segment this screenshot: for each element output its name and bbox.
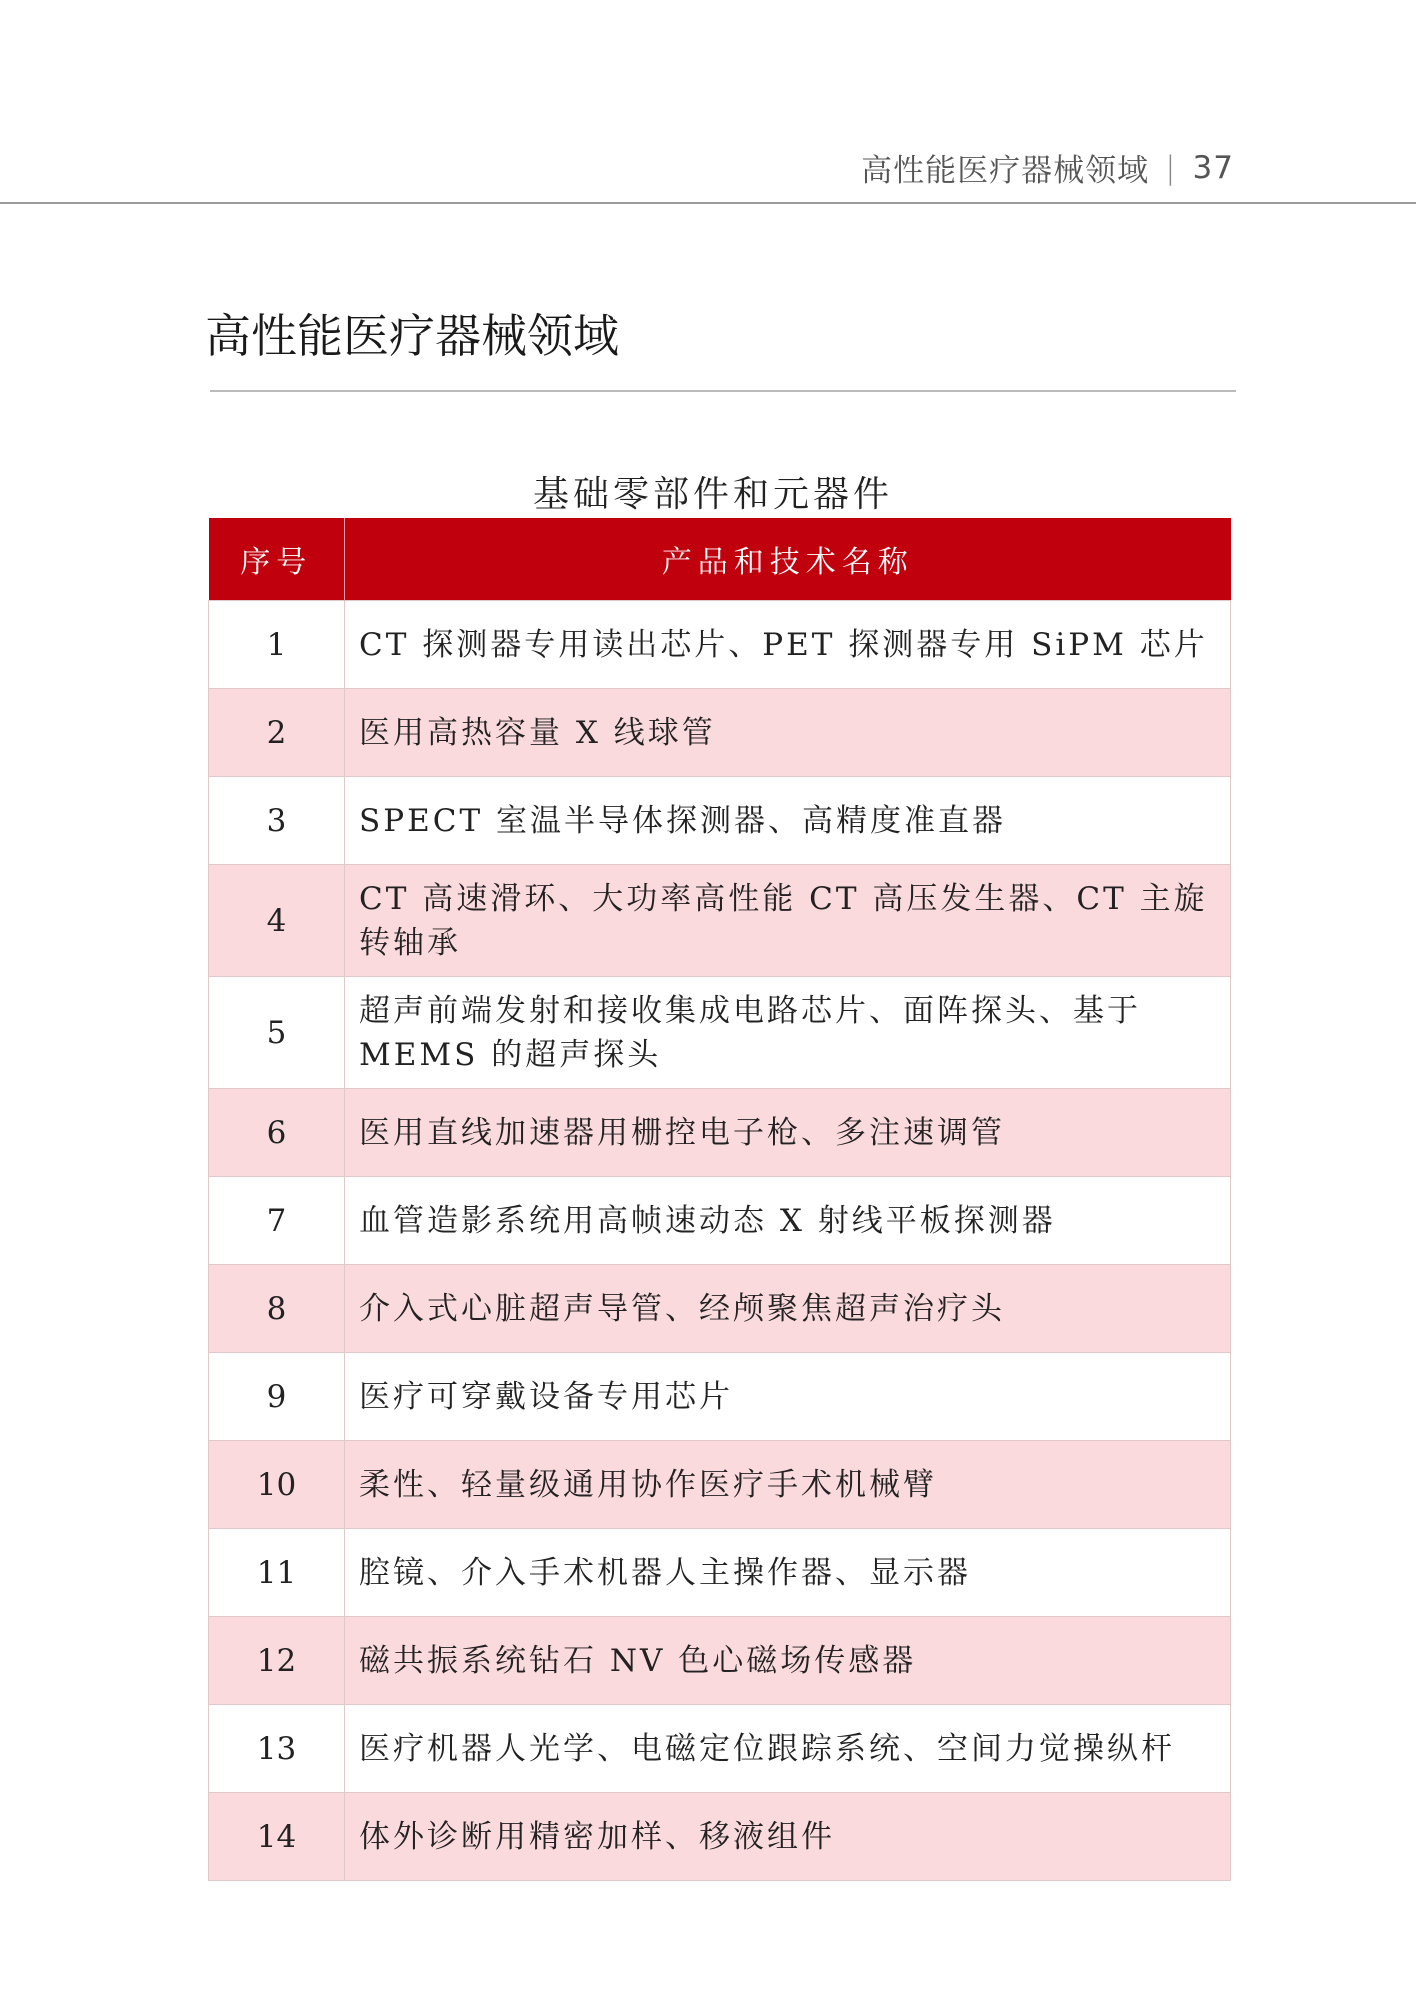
row-index: 4 (209, 865, 345, 977)
table-row (209, 1705, 1231, 1793)
row-name: CT 高速滑环、大功率高性能 CT 高压发生器、CT 主旋转轴承 (345, 865, 1231, 977)
table-row (209, 865, 1231, 977)
header-divider (0, 202, 1416, 204)
title-divider (210, 390, 1236, 392)
row-index: 2 (209, 689, 345, 777)
running-header-separator: | (1165, 149, 1177, 186)
row-name: 超声前端发射和接收集成电路芯片、面阵探头、基于 MEMS 的超声探头 (345, 977, 1231, 1089)
page-title: 高性能医疗器械领域 (205, 309, 619, 363)
table-container (208, 518, 1230, 1881)
row-name: 介入式心脏超声导管、经颅聚焦超声治疗头 (345, 1265, 1231, 1353)
row-name: 医用直线加速器用栅控电子枪、多注速调管 (345, 1089, 1231, 1177)
table-row (209, 1441, 1231, 1529)
row-index: 9 (209, 1353, 345, 1441)
row-index: 1 (209, 601, 345, 689)
table-row (209, 1529, 1231, 1617)
table-row (209, 777, 1231, 865)
table-header-row (209, 518, 1231, 601)
row-index: 3 (209, 777, 345, 865)
row-index: 12 (209, 1617, 345, 1705)
table-row (209, 689, 1231, 777)
row-name: SPECT 室温半导体探测器、高精度准直器 (345, 777, 1231, 865)
row-name: CT 探测器专用读出芯片、PET 探测器专用 SiPM 芯片 (345, 601, 1231, 689)
row-name: 医疗机器人光学、电磁定位跟踪系统、空间力觉操纵杆 (345, 1705, 1231, 1793)
running-header (861, 145, 1234, 190)
running-header-section: 高性能医疗器械领域 (861, 153, 1150, 189)
row-name: 血管造影系统用高帧速动态 X 射线平板探测器 (345, 1177, 1231, 1265)
row-name: 医用高热容量 X 线球管 (345, 689, 1231, 777)
table-row (209, 601, 1231, 689)
table-row (209, 1617, 1231, 1705)
row-index: 11 (209, 1529, 345, 1617)
product-table (208, 518, 1231, 1881)
table-row (209, 1089, 1231, 1177)
row-index: 10 (209, 1441, 345, 1529)
row-index: 13 (209, 1705, 345, 1793)
column-header-index: 序号 (209, 518, 345, 601)
table-row (209, 977, 1231, 1089)
row-name: 腔镜、介入手术机器人主操作器、显示器 (345, 1529, 1231, 1617)
row-name: 医疗可穿戴设备专用芯片 (345, 1353, 1231, 1441)
row-index: 6 (209, 1089, 345, 1177)
table-row (209, 1177, 1231, 1265)
table-row (209, 1793, 1231, 1881)
row-index: 8 (209, 1265, 345, 1353)
row-name: 磁共振系统钻石 NV 色心磁场传感器 (345, 1617, 1231, 1705)
column-header-name: 产品和技术名称 (345, 518, 1231, 601)
row-name: 体外诊断用精密加样、移液组件 (345, 1793, 1231, 1881)
row-name: 柔性、轻量级通用协作医疗手术机械臂 (345, 1441, 1231, 1529)
table-row (209, 1265, 1231, 1353)
row-index: 5 (209, 977, 345, 1089)
page-number: 37 (1192, 149, 1234, 186)
table-row (209, 1353, 1231, 1441)
row-index: 7 (209, 1177, 345, 1265)
table-caption: 基础零部件和元器件 (532, 474, 893, 515)
row-index: 14 (209, 1793, 345, 1881)
